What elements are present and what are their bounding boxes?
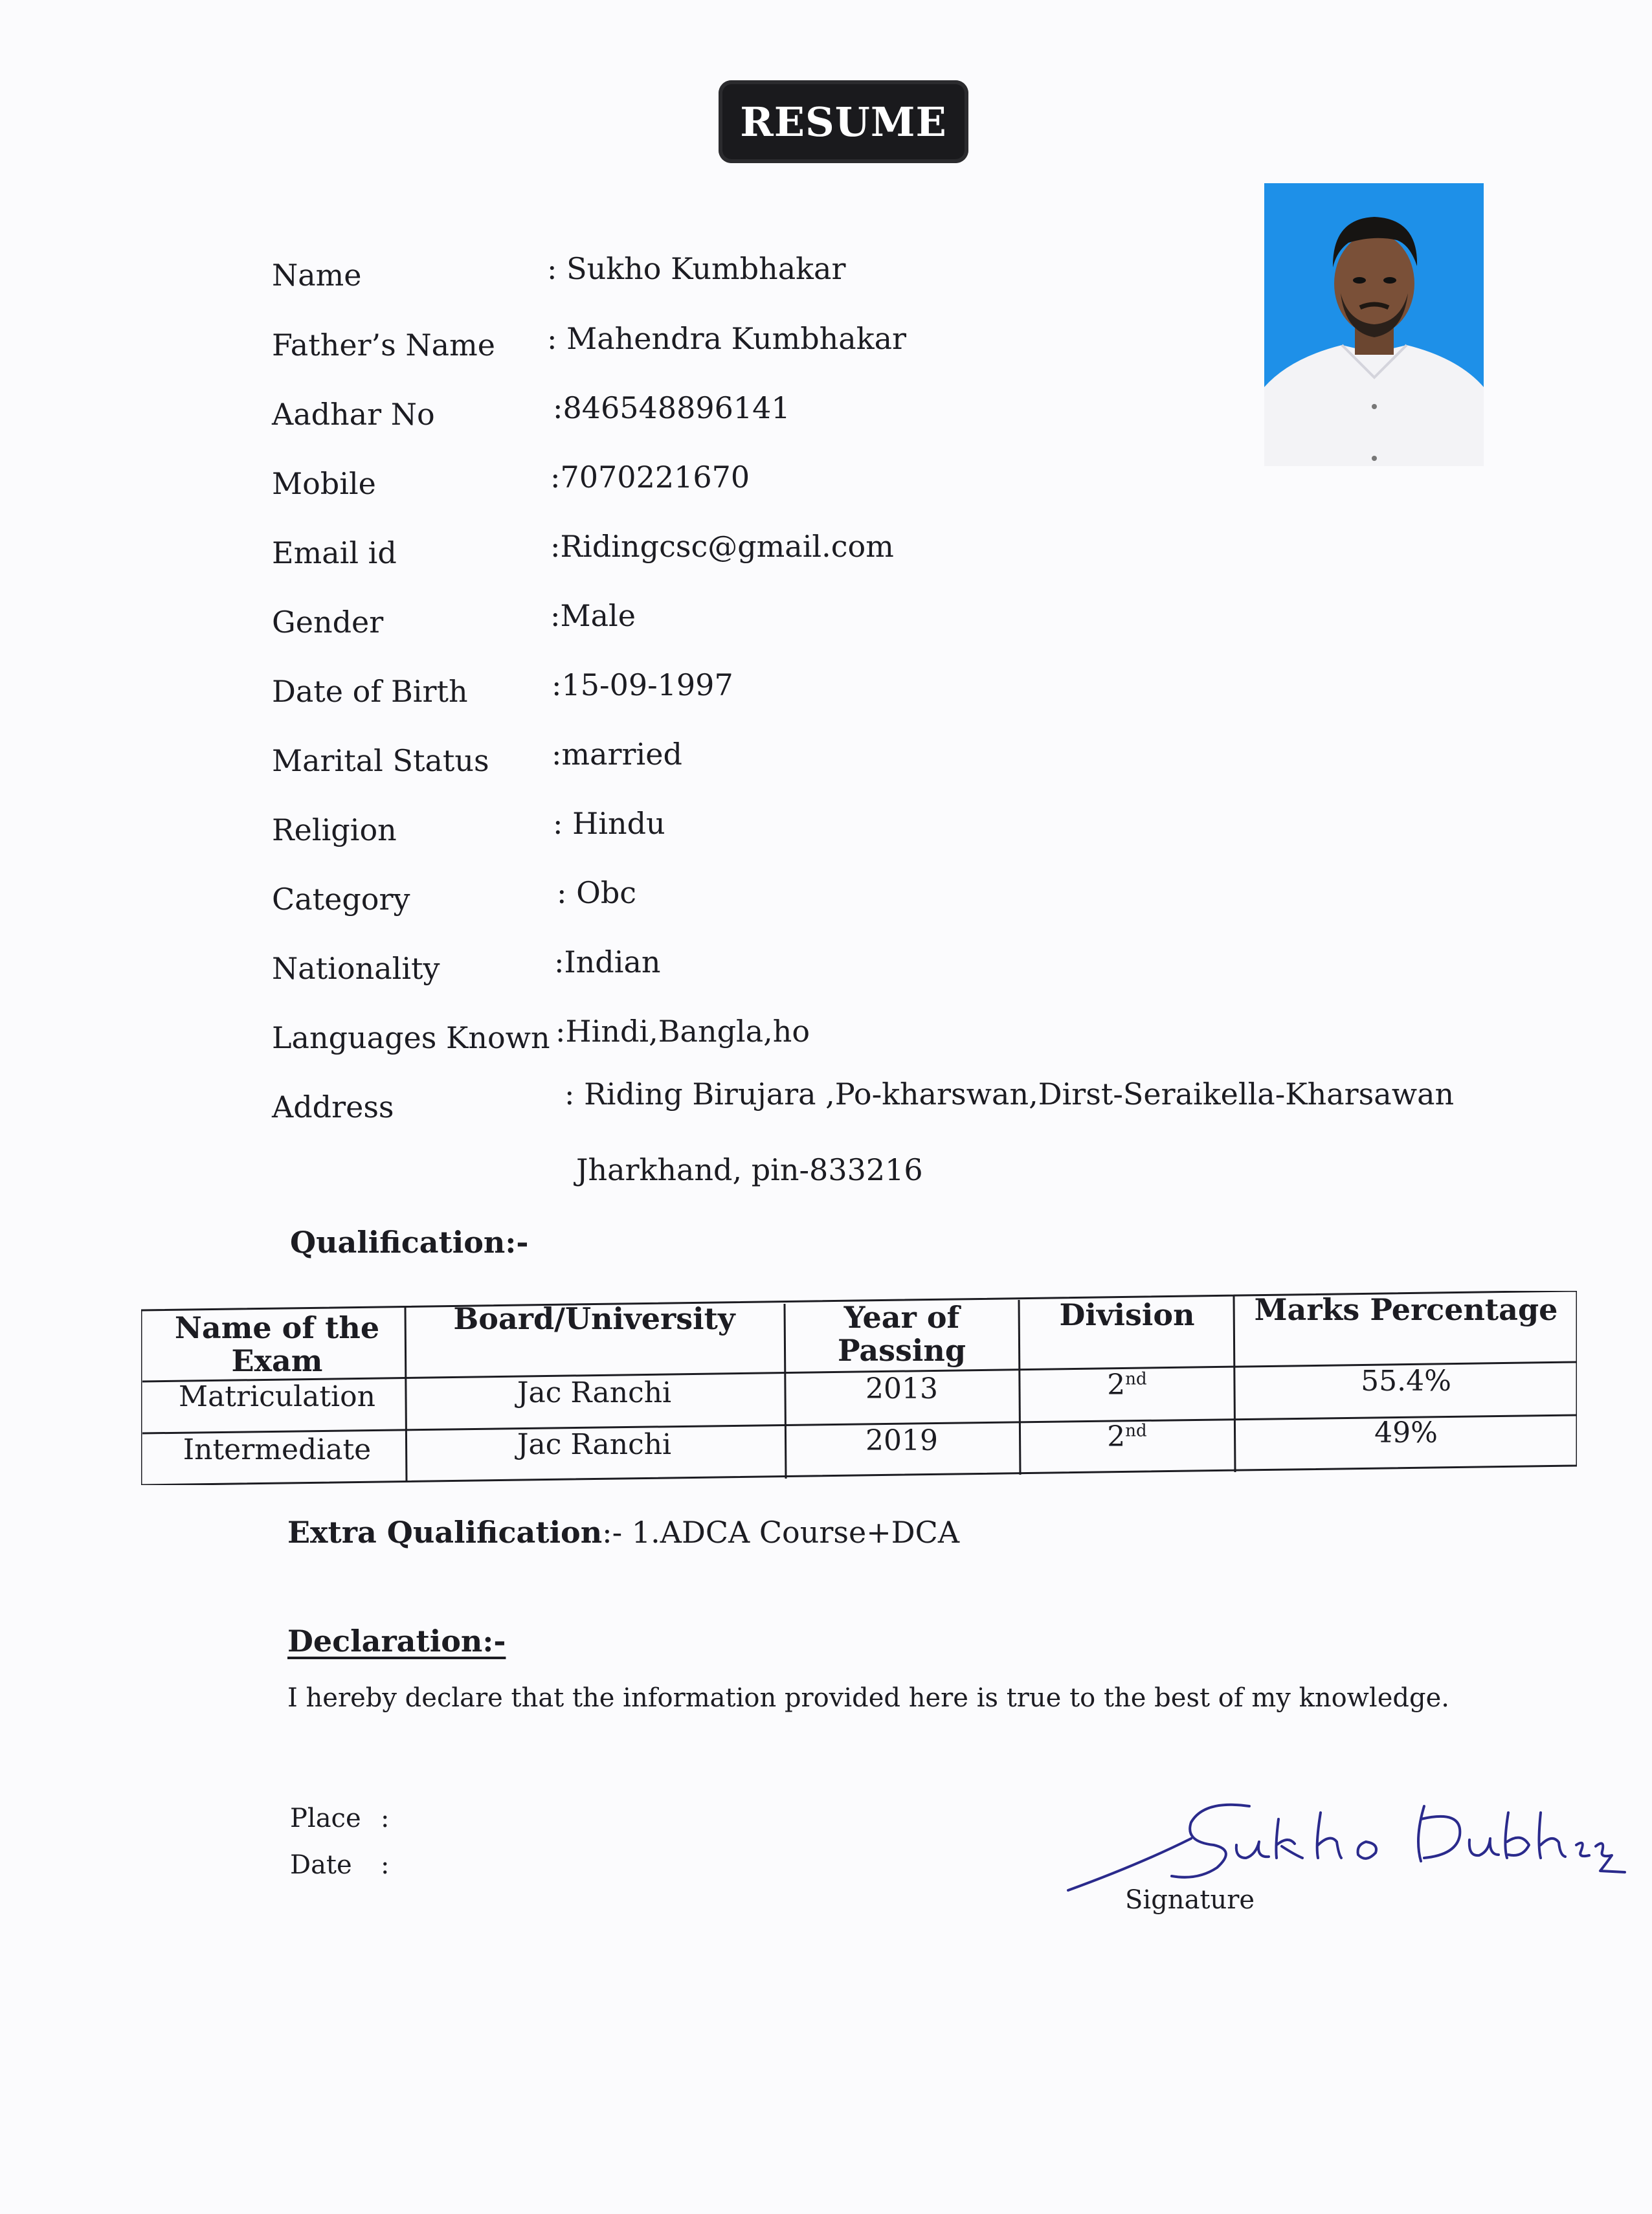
title-box xyxy=(719,80,968,163)
declaration-text: I hereby declare that the information provided here is true to the best of my knowledge. xyxy=(287,1683,1449,1713)
division-suffix: nd xyxy=(1125,1369,1147,1389)
detail-value: :Ridingcsc@gmail.com xyxy=(550,529,894,564)
detail-label: Date of Birth xyxy=(272,674,468,709)
extra-qualification-label: Extra Qualification xyxy=(287,1515,603,1550)
table-cell-year: 2019 xyxy=(865,1424,938,1457)
detail-value: : Mahendra Kumbhakar xyxy=(547,321,906,356)
detail-value: : Sukho Kumbhakar xyxy=(547,251,846,286)
detail-label: Languages Known xyxy=(272,1020,550,1055)
detail-value: : Riding Birujara ,Po-kharswan,Dirst-Seraikella-Kharsawan xyxy=(564,1077,1455,1112)
division-number: 2 xyxy=(1107,1369,1126,1402)
signature-label: Signature xyxy=(1125,1885,1255,1915)
extra-qualification xyxy=(287,1515,959,1550)
th-division: Division xyxy=(1059,1297,1195,1332)
profile-photo xyxy=(1264,183,1484,466)
detail-value: : Obc xyxy=(557,875,637,910)
th-exam-line1: Name of the xyxy=(174,1310,380,1345)
detail-value: :Hindi,Bangla,ho xyxy=(555,1014,810,1049)
declaration-heading: Declaration:- xyxy=(287,1624,506,1659)
detail-value: :15-09-1997 xyxy=(552,667,733,702)
th-board: Board/University xyxy=(453,1301,735,1336)
detail-label: Father’s Name xyxy=(272,328,495,363)
th-year xyxy=(788,1301,1015,1367)
detail-value: :Male xyxy=(550,598,636,633)
detail-label: Mobile xyxy=(272,466,376,501)
extra-qualification-value: :- 1.ADCA Course+DCA xyxy=(602,1515,960,1550)
detail-label: Aadhar No xyxy=(272,397,435,432)
th-year-line1: Year of xyxy=(843,1300,960,1335)
table-cell-board: Jac Ranchi xyxy=(517,1376,672,1409)
date-label: Date xyxy=(290,1850,352,1880)
address-line-2: Jharkhand, pin-833216 xyxy=(576,1152,923,1187)
th-exam-line2: Exam xyxy=(231,1343,323,1378)
table-cell-year: 2013 xyxy=(865,1372,938,1405)
division-number: 2 xyxy=(1107,1420,1126,1453)
detail-label: Email id xyxy=(272,535,397,570)
place-field xyxy=(290,1804,390,1833)
date-field xyxy=(290,1850,390,1880)
table-cell-board: Jac Ranchi xyxy=(517,1428,672,1461)
page-title: RESUME xyxy=(740,98,947,146)
th-marks: Marks Percentage xyxy=(1254,1292,1558,1327)
detail-label: Religion xyxy=(272,812,397,847)
table-cell-exam: Matriculation xyxy=(179,1380,375,1413)
detail-label: Gender xyxy=(272,605,384,640)
detail-label: Nationality xyxy=(272,951,440,986)
detail-label: Name xyxy=(272,258,362,293)
date-colon: : xyxy=(381,1850,390,1880)
detail-label: Address xyxy=(272,1090,394,1124)
table-cell-exam: Intermediate xyxy=(183,1433,372,1466)
detail-label: Marital Status xyxy=(272,743,489,778)
detail-value: :846548896141 xyxy=(553,390,790,425)
place-label: Place xyxy=(290,1804,361,1833)
division-suffix: nd xyxy=(1125,1421,1147,1441)
place-colon: : xyxy=(381,1804,390,1833)
detail-value: : Hindu xyxy=(553,806,665,841)
table-cell-division xyxy=(1023,1422,1231,1453)
qualification-table xyxy=(141,1291,1577,1485)
detail-label: Category xyxy=(272,882,410,917)
table-cell-division xyxy=(1023,1370,1231,1401)
th-year-line2: Passing xyxy=(837,1332,966,1368)
qualification-heading: Qualification:- xyxy=(290,1225,529,1260)
table-cell-marks: 55.4% xyxy=(1361,1365,1451,1398)
detail-value: :7070221670 xyxy=(550,460,750,495)
detail-value: :Indian xyxy=(554,945,661,979)
th-exam xyxy=(154,1312,400,1377)
detail-value: :married xyxy=(552,737,682,772)
table-cell-marks: 49% xyxy=(1374,1416,1438,1449)
signature-handwriting xyxy=(1062,1793,1631,1897)
